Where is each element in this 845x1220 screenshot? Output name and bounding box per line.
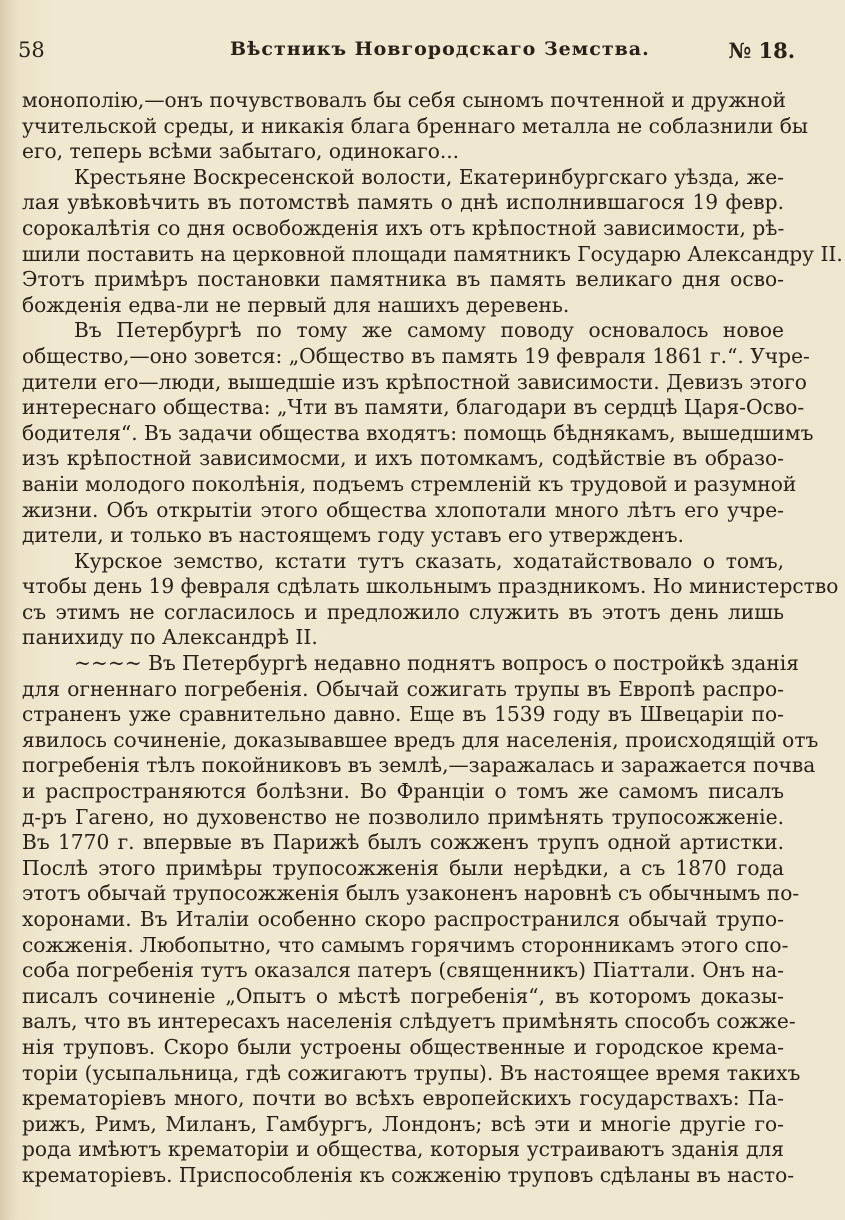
text-line: и распространяются болѣзни. Во Франціи о томъ же самомъ писалъ: [22, 779, 784, 804]
text-line: бодителя“. Въ задачи общества входятъ: помощь бѣднякамъ, вышедшимъ: [22, 420, 814, 445]
text-line: погребенія тѣлъ покойниковъ въ землѣ,—заражалась и заражается почва: [22, 753, 816, 778]
text-line: Въ 1770 г. впервые въ Парижѣ былъ сожженъ трупъ одной артистки.: [22, 830, 784, 855]
text-line: общество,—оно зовется: „Общество въ память 19 февраля 1861 г.“. Учре-: [22, 343, 810, 368]
running-header: [18, 38, 795, 70]
text-line: нія труповъ. Скоро были устроены общественные и городское крема-: [22, 1034, 784, 1059]
text-line: рода имѣютъ крематоріи и общества, которыя устраиваютъ зданія для: [22, 1137, 784, 1162]
text-line: лая увѣковѣчить въ потомствѣ память о днѣ исполнившагося 19 февр.: [22, 190, 784, 215]
text-line: интереснаго общества: „Чти въ памяти, благодари въ сердцѣ Царя-Осво-: [22, 395, 805, 420]
journal-title: Вѣстникъ Новгородскаго Земства.: [230, 38, 650, 60]
text-line: хоронами. Въ Италіи особенно скоро распространился обычай трупо-: [22, 907, 784, 931]
text-line: соба погребенія тутъ оказался патеръ (священникъ) Піаттали. Онъ на-: [22, 958, 784, 983]
text-line: Въ Петербургѣ по тому же самому поводу основалось новое: [74, 318, 784, 343]
text-line: Этотъ примѣръ постановки памятника въ память великаго дня осво-: [22, 267, 784, 292]
text-line: дители его—люди, вышедшіе изъ крѣпостной зависимости. Девизъ этого: [22, 369, 807, 394]
text-line: его, теперь всѣми забытаго, одинокаго...: [22, 139, 460, 164]
text-line: для огненнаго погребенія. Обычай сожигать трупы въ Европѣ распро-: [22, 676, 784, 701]
text-line: жизни. Объ открытіи этого общества хлопотали много лѣтъ его учре-: [22, 497, 784, 522]
text-line: ваніи молодого поколѣнія, подъемъ стремленій къ трудовой и разумной: [22, 471, 797, 496]
text-line: Курское земство, кстати тутъ сказать, ходатайствовало о томъ,: [74, 548, 784, 573]
article-body: [22, 88, 843, 1189]
text-line: Крестьяне Воскресенской волости, Екатеринбургскаго уѣзда, же-: [74, 164, 784, 189]
text-line: страненъ уже сравнительно давно. Еще въ 1539 году въ Швецаріи по-: [22, 702, 784, 727]
text-line: божденія едва-ли не первый для нашихъ деревень.: [22, 292, 570, 317]
text-line: изъ крѣпостной зависимосми, и ихъ потомкамъ, содѣйствіе въ образо-: [22, 446, 784, 471]
text-line: крематоріевъ. Приспособленія къ сожженію труповъ сдѣланы въ насто-: [22, 1162, 795, 1187]
text-line: монополію,—онъ почувствовалъ бы себя сыномъ почтенной и дружной: [22, 88, 786, 112]
text-line: явилось сочиненіе, доказывавшее вредъ для населенія, происходящій отъ: [22, 727, 819, 752]
text-line: крематоріевъ много, почти во всѣхъ европейскихъ государствахъ: Па-: [22, 1086, 784, 1111]
text-line: д-ръ Гагено, но духовенство не позволило примѣнять трупосожженіе.: [22, 804, 784, 829]
text-line: торіи (усыпальница, гдѣ сожигаютъ трупы). Въ настоящее время такихъ: [22, 1060, 801, 1085]
text-line: панихиду по Александрѣ II.: [22, 625, 318, 650]
text-line: ~~~~ Въ Петербургѣ недавно поднятъ вопросъ о постройкѣ зданія: [74, 651, 799, 676]
text-line: валъ, что въ интересахъ населенія слѣдуетъ примѣнять способъ сожже-: [22, 1009, 796, 1034]
text-line: этотъ обычай трупосожженія былъ узаконенъ наровнѣ съ обычнымъ по-: [22, 881, 800, 906]
issue-number: № 18.: [728, 38, 795, 63]
text-line: съ этимъ не согласилось и предложило служить въ этотъ день лишь: [22, 599, 784, 624]
text-line: чтобы день 19 февраля сдѣлать школьнымъ праздникомъ. Но министерство: [22, 574, 839, 599]
text-line: шили поставить на церковной площади памятникъ Государю Александру II.: [22, 241, 843, 266]
text-line: учительской среды, и никакія блага бреннаго металла не соблазнили бы: [22, 113, 808, 138]
text-line: сорокалѣтія со дня освобожденія ихъ отъ крѣпостной зависимости, рѣ-: [22, 215, 785, 240]
text-line: писалъ сочиненіе „Опытъ о мѣстѣ погребенія“, въ которомъ доказы-: [22, 983, 784, 1008]
text-line: рижъ, Римъ, Миланъ, Гамбургъ, Лондонъ; всѣ эти и многіе другіе го-: [22, 1111, 784, 1136]
text-line: дители, и только въ настоящемъ году уставъ его утвержденъ.: [22, 523, 684, 548]
text-line: Послѣ этого примѣры трупосожженія были нерѣдки, а съ 1870 года: [22, 855, 784, 880]
text-line: сожженія. Любопытно, что самымъ горячимъ сторонникамъ этого спо-: [22, 932, 789, 957]
page-number: 58: [18, 38, 45, 62]
